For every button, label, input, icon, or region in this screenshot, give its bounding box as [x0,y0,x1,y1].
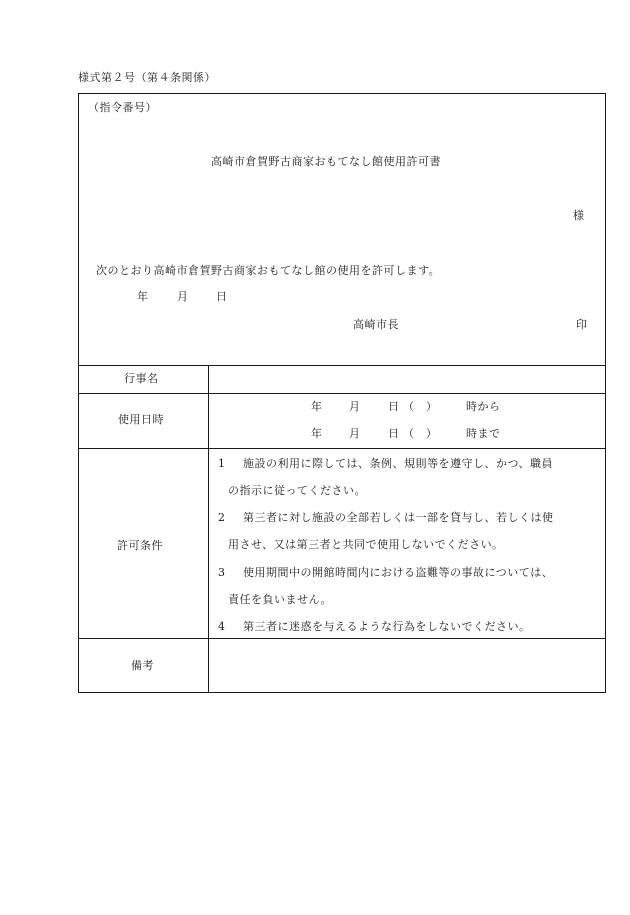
usage-from-year: 年 [311,400,323,413]
permit-statement: 次のとおり高崎市倉賀野古商家おもてなし館の使用を許可します。 [96,264,441,277]
issue-date-day: 日 [216,290,228,303]
condition-line: 使用期間中の開館時間内における盗難等の事故については、 [243,566,554,579]
form-id: 様式第２号（第４条関係） [78,71,216,84]
condition-line: の指示に従ってください。 [228,484,366,497]
usage-to-year: 年 [311,427,323,440]
condition-number: 4 [218,620,226,633]
usage-to-month: 月 [349,427,361,440]
usage-from-month: 月 [349,400,361,413]
condition-line: 第三者に迷惑を与えるような行為をしないでください。 [243,620,531,633]
usage-to-weekday: （ ） [403,427,438,440]
issuer: 高崎市長 [353,318,399,331]
remarks-label: 備考 [131,659,154,672]
condition-line: 施設の利用に際しては、条例、規則等を遵守し、かつ、職員 [243,457,554,470]
usage-to-day: 日 [388,427,400,440]
usage-from-weekday: （ ） [403,400,438,413]
usage-from-time: 時から [466,400,501,413]
usage-from-day: 日 [388,400,400,413]
issue-date-month: 月 [177,290,189,303]
condition-number: 2 [218,511,226,524]
condition-line: 第三者に対し施設の全部若しくは一部を貸与し、若しくは使 [243,511,554,524]
condition-number: 1 [218,457,226,470]
usage-to-time: 時まで [466,427,501,440]
usage-datetime-label: 使用日時 [118,413,164,426]
condition-number: 3 [218,566,226,579]
conditions-label: 許可条件 [117,539,163,552]
event-name-label: 行事名 [124,372,159,385]
condition-line: 責任を負いません。 [228,593,333,606]
page-title: 高崎市倉賀野古商家おもてなし館使用許可書 [211,155,441,168]
issue-date-year: 年 [137,290,149,303]
recipient-suffix: 様 [573,209,585,222]
seal-mark: 印 [576,318,588,331]
order-number: （指令番号） [88,101,157,114]
condition-line: 用させ、又は第三者と共同で使用しないでください。 [228,538,504,551]
